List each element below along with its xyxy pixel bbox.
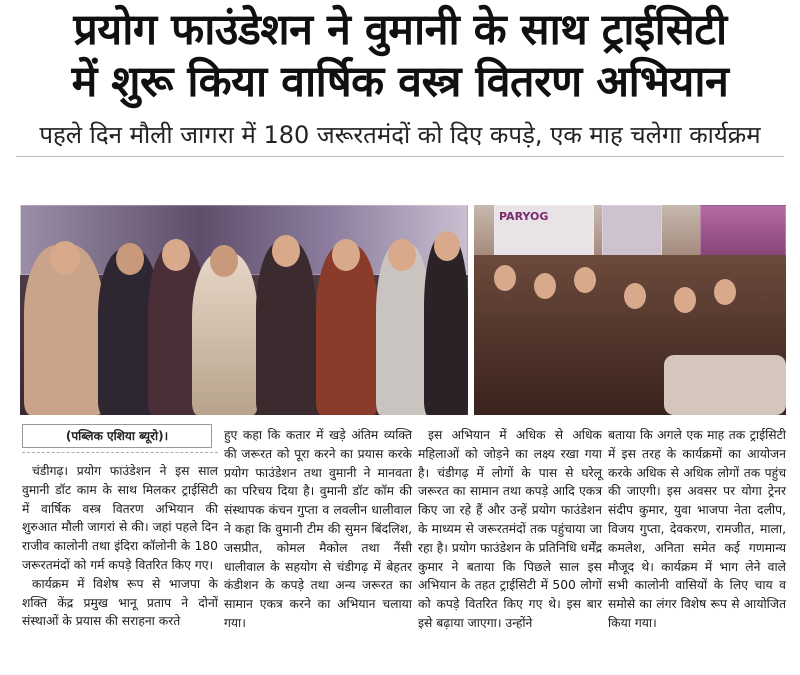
person-face	[534, 273, 556, 299]
headline	[0, 4, 800, 108]
paragraph: चंडीगढ़। प्रयोग फाउंडेशन ने इस साल वुमानी डॉट काम के साथ मिलकर ट्राईसिटी में वार्षिक वस्त्र वितरण अभियान की शुरुआत मौली जागरां से की। जहां पहले दिन राजीव कालोनी तथा इंदिरा कॉलोनी के 180 जरूरतमंदों को गर्म कपड़े वितरित किए गए।	[22, 464, 218, 572]
subheadline: पहले दिन मौली जागरा में 180 जरूरतमंदों को दिए कपड़े, एक माह चलेगा कार्यक्रम	[39, 121, 761, 149]
person	[192, 253, 258, 415]
person-face	[162, 239, 190, 271]
paragraph: हुए कहा कि कतार में खड़े अंतिम व्यक्ति की जरूरत को पूरा करने का प्रयास करके प्रयोग फाउंडेशन तथा वुमानी ने मानवता का परिचय दिया है। वुमानी डॉट कॉम की संस्थापक कंचन गुप्ता व लवलीन धालीवाल ने कहा कि वुमानी टीम की सुमन बिंदलिश, जसप्रीत, कोमल मैकोल तथा नैंसी धालीवाल के सहयोग से चंडीगढ़ में बेहतर कंडीशन के कपड़े तथा अन्य जरूरत का सामान एकत्र करने का अभियान चलाया गया।	[224, 428, 412, 630]
person-face	[574, 267, 596, 293]
article-column-4	[608, 426, 786, 633]
byline-divider	[22, 452, 218, 453]
photo-group-women	[20, 205, 468, 415]
person-face	[624, 283, 646, 309]
person-face	[272, 235, 300, 267]
person-face	[332, 239, 360, 271]
divider	[16, 156, 784, 157]
person	[424, 235, 468, 415]
person	[256, 241, 316, 415]
paragraph: कार्यक्रम में विशेष रूप से भाजपा के शक्ति केंद्र प्रमुख भानू प्रताप ने दोनों संस्थाओं के प्रयास की सराहना करते	[22, 576, 218, 629]
person-face	[388, 239, 416, 271]
person-face	[714, 279, 736, 305]
paragraph: इस अभियान में अधिक से अधिक महिलाओं को जोड़ने का लक्ष्य रखा गया है। चंडीगढ़ में लोगों के पास से घरेलू जरूरत का सामान तथा कपड़े आदि एकत्र किए जा रहे हैं और उन्हें प्रयोग फाउंडेशन के माध्यम से जरूरतमंदों तक पहुंचाया जा रहा है। प्रयोग फाउंडेशन के प्रतिनिधि धर्मेंद्र कुमार ने बताया कि पिछले साल इस अभियान के तहत ट्राईसिटी में 500 लोगों को कपड़े वितरित किए गए थे। इस बार इसे बढ़ाया जाएगा। उन्होंने	[418, 428, 602, 630]
clothes-pile	[664, 355, 786, 415]
paragraph: बताया कि अगले एक माह तक ट्राईसिटी में इस तरह के कार्यक्रमों का आयोजन करके अधिक से अधिक लोगों तक पहुंच की जाएगी। इस अवसर पर योगा ट्रेनर संदीप कुमार, युवा भाजपा नेता दलीप, विजय गुप्ता, देवकरण, रामजीत, माला, कमलेश, अनिता समेत कई गणमान्य मौजूद थे। कार्यक्रम में भाग लेने वाले सभी कालोनी वासियों के लिए चाय व समोसे का लंगर विशेष रूप से आयोजित किया गया।	[608, 428, 786, 630]
headline-line-1: प्रयोग फाउंडेशन ने वुमानी के साथ ट्राईसिटी	[73, 5, 727, 55]
article-column-2	[224, 426, 412, 633]
article-column-1	[22, 462, 218, 631]
person-face	[494, 265, 516, 291]
person-face	[434, 231, 460, 261]
person-face	[50, 241, 80, 275]
person-face	[116, 243, 144, 275]
article-column-3	[418, 426, 602, 633]
person-face	[674, 287, 696, 313]
banner-text: PARYOG	[499, 210, 549, 223]
headline-line-2: में शुरू किया वार्षिक वस्त्र वितरण अभियान	[71, 57, 729, 107]
person-face	[210, 245, 238, 277]
byline: (पब्लिक एशिया ब्यूरो)।	[22, 424, 212, 448]
photo-distribution-event	[474, 205, 786, 415]
